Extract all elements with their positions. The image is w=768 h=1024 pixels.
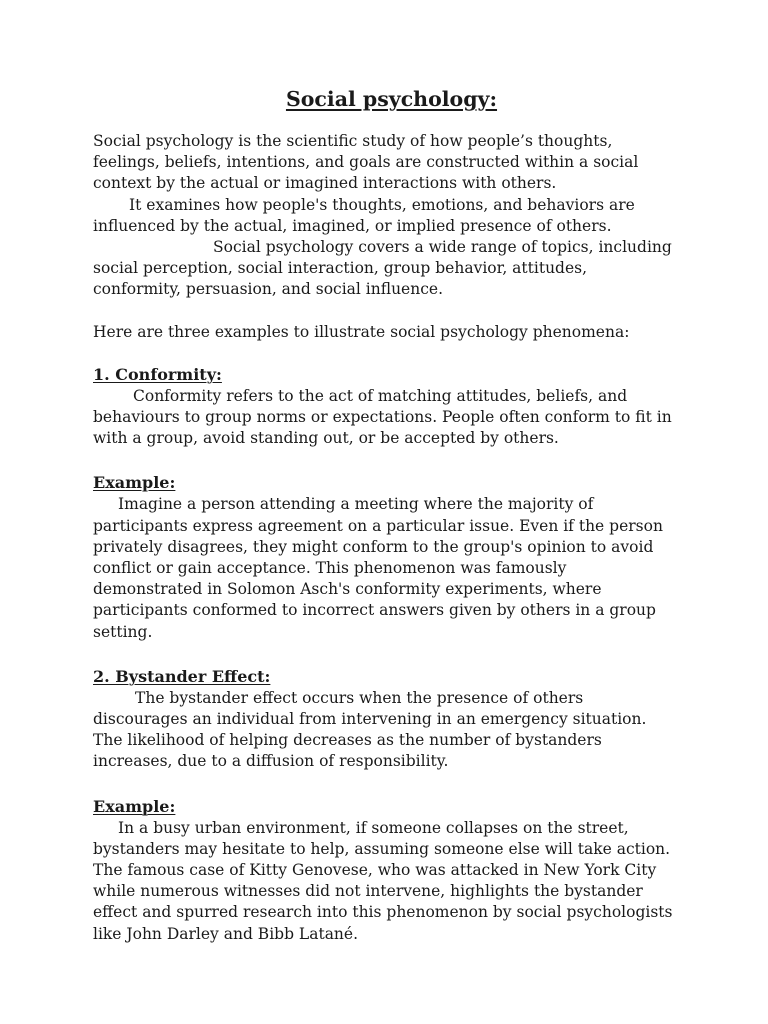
example-heading-conformity: Example: [93,473,176,493]
examples-intro: Here are three examples to illustrate social psychology phenomena: [93,322,630,341]
example-text-bystander: In a busy urban environment, if someone collapses on the street, bystanders may hesitate to help, assuming someone else will take action. The famous case of Kitty Genovese, who was attacked in New York City while numerous witnesses did not intervene, highlights the bystander effect and spurred research into this phenomenon by social psychologists like John Darley and Bibb Latané. [93,818,673,943]
intro-paragraph-3: Social psychology covers a wide range of topics, including social perception, social interaction, group behavior, attitudes, conformity, persuasion, and social influence. [93,238,672,299]
intro-paragraph-1: Social psychology is the scientific study of how people’s thoughts, feelings, beliefs, intentions, and goals are constructed within a social context by the actual or imagined interactions with others. [93,132,639,193]
section-heading-bystander: 2. Bystander Effect: [93,666,271,686]
intro-paragraph-2: It examines how people's thoughts, emotions, and behaviors are influenced by the actual, imagined, or implied presence of others. [93,195,635,235]
spacer [93,643,678,666]
spacer [93,773,678,796]
example-heading-bystander: Example: [93,796,176,816]
document-title: Social psychology: [285,87,498,111]
spacer [93,449,678,472]
spacer [93,301,678,322]
section-heading-conformity: 1. Conformity: [93,364,222,384]
section-definition-bystander: The bystander effect occurs when the presence of others discourages an individual from intervening in an emergency situation. The likelihood of helping decreases as the number of bystanders increases, due to a diffusion of responsibility. [93,688,647,771]
spacer [93,343,678,364]
document-page [93,84,678,945]
section-definition-conformity: Conformity refers to the act of matching attitudes, beliefs, and behaviours to group norms or expectations. People often conform to fit in with a group, avoid standing out, or be accepted by others. [93,386,672,448]
example-text-conformity: Imagine a person attending a meeting where the majority of participants express agreement on a particular issue. Even if the person privately disagrees, they might conform to the group's opinion to avoid conflict or gain acceptance. This phenomenon was famously demonstrated in Solomon Asch's conformity experiments, where participants conformed to incorrect answers given by others in a group setting. [93,495,663,641]
